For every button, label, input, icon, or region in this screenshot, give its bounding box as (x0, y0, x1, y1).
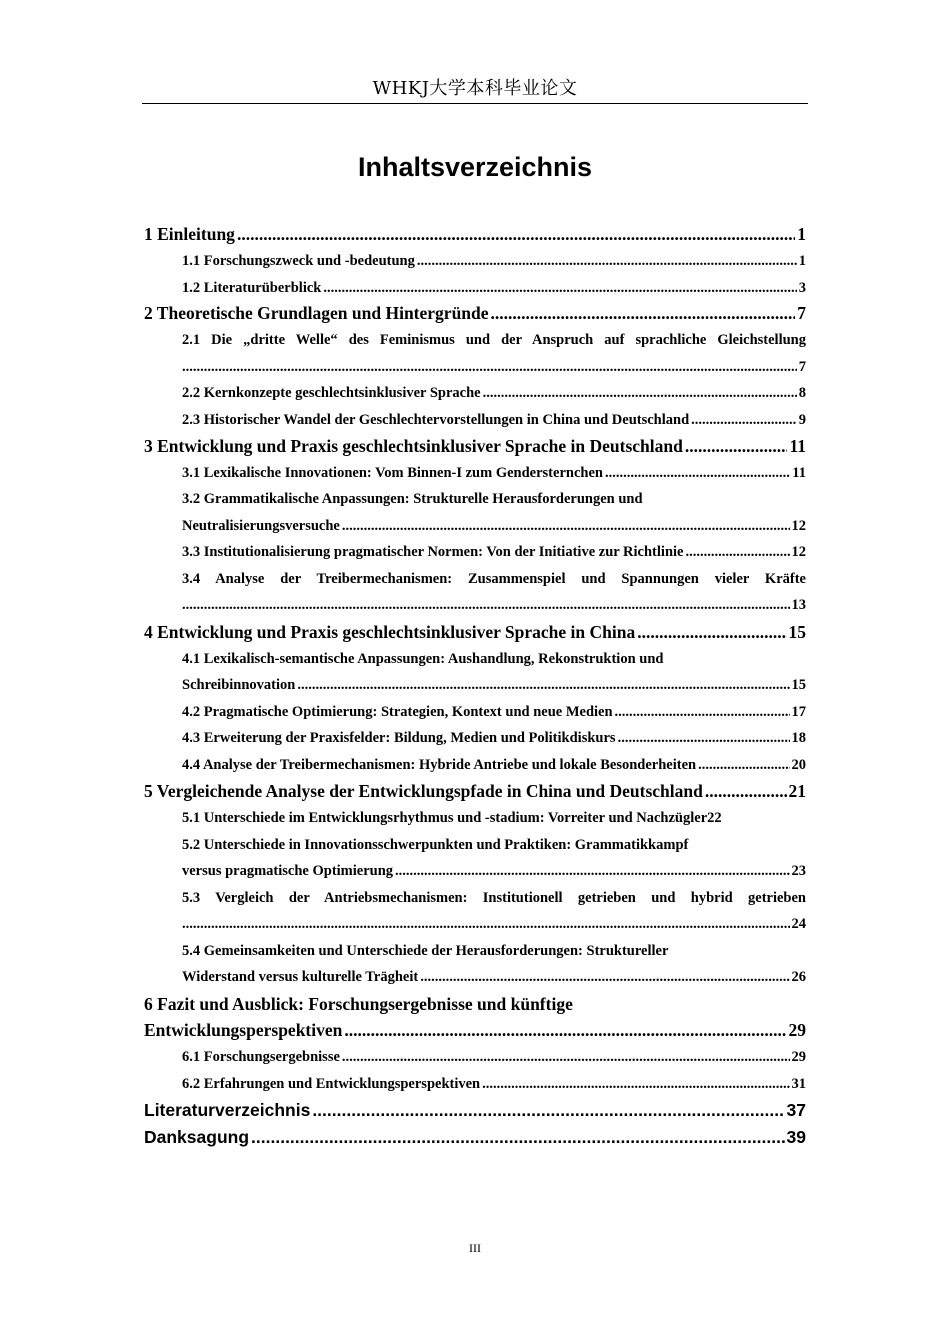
toc-leader-dots (491, 305, 796, 323)
toc-page-number: 15 (791, 677, 806, 693)
toc-leader-dots (691, 413, 797, 428)
toc-entry-text: 3.2 Grammatikalische Anpassungen: Strukturelle Herausforderungen und (182, 491, 643, 507)
toc-page-number: 13 (791, 597, 806, 613)
toc-entry-text: 5 Vergleichende Analyse der Entwicklungspfade in China und Deutschland (144, 781, 703, 801)
toc-leader-dots (395, 864, 789, 879)
toc-leader-dots (237, 226, 795, 244)
toc-entry-danksagung[interactable] (144, 1129, 806, 1147)
toc-entry-2-2[interactable] (182, 386, 806, 401)
toc-entry-text: 4.1 Lexikalisch-semantische Anpassungen: Aushandlung, Rekonstruktion und (182, 651, 664, 667)
toc-page-number: 11 (789, 436, 806, 456)
toc-entry-1-1[interactable] (182, 254, 806, 269)
toc-entry-5-3-line1[interactable] (182, 891, 806, 906)
toc-entry-5[interactable] (144, 783, 806, 801)
toc-entry-2-3[interactable] (182, 413, 806, 428)
toc-entry-text: 5.2 Unterschiede in Innovationsschwerpunkten und Praktiken: Grammatikkampf (182, 837, 689, 853)
toc-entry-text: 3.1 Lexikalische Innovationen: Vom Binnen-I zum Gendersternchen (182, 465, 603, 481)
header-rule (142, 103, 808, 104)
toc-entry-1-2[interactable] (182, 281, 806, 296)
toc-page-number: 15 (788, 622, 806, 642)
toc-leader-dots (417, 254, 797, 269)
toc-leader-dots (182, 598, 790, 613)
toc-page-number: 37 (786, 1100, 806, 1120)
toc-page-number: 24 (791, 916, 806, 932)
toc-entry-text: 5.1 Unterschiede im Entwicklungsrhythmus und -stadium: Vorreiter und Nachzügler (182, 810, 708, 826)
toc-leader-dots (483, 386, 797, 401)
toc-entry-text: Literaturverzeichnis (144, 1100, 311, 1120)
toc-entry-1[interactable] (144, 226, 806, 244)
toc-page-number: 23 (791, 863, 806, 879)
toc-page-number: 29 (791, 1049, 806, 1065)
toc-leader-dots (698, 758, 789, 773)
toc-page-number: 7 (797, 303, 806, 323)
toc-leader-dots (251, 1129, 785, 1147)
toc-entry-text: Neutralisierungsversuche (182, 518, 340, 534)
toc-page-number: 31 (791, 1076, 806, 1092)
toc-leader-dots (605, 466, 790, 481)
page-title: Inhaltsverzeichnis (357, 152, 593, 182)
toc-entry-5-4-line1[interactable] (182, 944, 806, 959)
toc-entry-literaturverzeichnis[interactable] (144, 1102, 806, 1120)
toc-entry-4-2[interactable] (182, 705, 806, 720)
toc-page-number: 17 (791, 704, 806, 720)
toc-entry-5-1[interactable] (182, 811, 806, 826)
toc-entry-3-4-line1[interactable] (182, 572, 806, 587)
toc-entry-text: 2.2 Kernkonzepte geschlechtsinklusiver Sprache (182, 385, 481, 401)
toc-page-number: 11 (792, 465, 806, 481)
toc-entry-5-2-line1[interactable] (182, 838, 806, 853)
toc-entry-text: 3 Entwicklung und Praxis geschlechtsinklusiver Sprache in Deutschland (144, 436, 683, 456)
toc-page-number: 26 (791, 969, 806, 985)
toc-leader-dots (637, 624, 786, 642)
toc-entry-6-line2[interactable] (144, 1022, 806, 1040)
toc-leader-dots (182, 917, 790, 932)
toc-entry-text: 4.2 Pragmatische Optimierung: Strategien, Kontext und neue Medien (182, 704, 613, 720)
toc-entry-4-1-line1[interactable] (182, 652, 806, 667)
toc-entry-4-4[interactable] (182, 758, 806, 773)
toc-entry-text: 1.2 Literaturüberblick (182, 280, 322, 296)
toc-entry-5-2-line2[interactable] (182, 864, 806, 879)
running-header: WHKJ大学本科毕业论文 (372, 78, 578, 99)
toc-leader-dots (705, 783, 787, 801)
toc-entry-3-1[interactable] (182, 466, 806, 481)
toc-leader-dots (312, 1102, 784, 1120)
toc-entry-3[interactable] (144, 438, 806, 456)
toc-entry-text: 4.3 Erweiterung der Praxisfelder: Bildung, Medien und Politikdiskurs (182, 730, 616, 746)
toc-leader-dots (297, 678, 789, 693)
toc-entry-6-1[interactable] (182, 1050, 806, 1065)
toc-page-number: 29 (788, 1020, 806, 1040)
toc-entry-2-1-line1[interactable] (182, 333, 806, 348)
toc-entry-text: 4.4 Analyse der Treibermechanismen: Hybride Antriebe und lokale Besonderheiten (182, 757, 697, 773)
toc-leader-dots (685, 438, 788, 456)
toc-entry-text: Widerstand versus kulturelle Trägheit (182, 969, 419, 985)
toc-leader-dots (342, 1050, 790, 1065)
toc-entry-text: 4 Entwicklung und Praxis geschlechtsinklusiver Sprache in China (144, 622, 636, 642)
toc-leader-dots (482, 1077, 789, 1092)
toc-page-number: 1 (797, 224, 806, 244)
toc-entry-text: versus pragmatische Optimierung (182, 863, 394, 879)
toc-entry-5-3-line2[interactable] (182, 917, 806, 932)
toc-entry-4-3[interactable] (182, 731, 806, 746)
toc-leader-dots (618, 731, 790, 746)
toc-entry-text: 3.3 Institutionalisierung pragmatischer Normen: Von der Initiative zur Richtlinie (182, 544, 684, 560)
toc-entry-text: Schreibinnovation (182, 677, 296, 693)
toc-leader-dots (420, 970, 789, 985)
toc-entry-text: 1.1 Forschungszweck und -bedeutung (182, 253, 415, 269)
toc-entry-3-2-line1[interactable] (182, 492, 806, 507)
toc-leader-dots (323, 281, 796, 296)
toc-entry-text: 6.2 Erfahrungen und Entwicklungsperspektiven (182, 1076, 481, 1092)
toc-entry-2[interactable] (144, 305, 806, 323)
toc-page-number: 18 (791, 730, 806, 746)
toc-entry-text: 6.1 Forschungsergebnisse (182, 1049, 340, 1065)
toc-page-number: 20 (791, 757, 806, 773)
toc-entry-text: 5.3 Vergleich der Antriebsmechanismen: Institutionell getrieben und hybrid getrieben (182, 890, 806, 906)
toc-page-number: 22 (707, 810, 722, 826)
toc-entry-text: Entwicklungsperspektiven (144, 1020, 343, 1040)
toc-entry-text: 2.3 Historischer Wandel der Geschlechtervorstellungen in China und Deutschland (182, 412, 690, 428)
page-number-footer: III (469, 1241, 481, 1255)
toc-entry-6-2[interactable] (182, 1077, 806, 1092)
toc-entry-text: 1 Einleitung (144, 224, 235, 244)
toc-entry-5-4-line2[interactable] (182, 970, 806, 985)
toc-entry-text: 6 Fazit und Ausblick: Forschungsergebnisse und künftige (144, 994, 573, 1014)
toc-entry-text: 3.4 Analyse der Treibermechanismen: Zusammenspiel und Spannungen vieler Kräfte (182, 571, 806, 587)
toc-leader-dots (182, 360, 797, 375)
toc-entry-text: 5.4 Gemeinsamkeiten und Unterschiede der Herausforderungen: Struktureller (182, 943, 669, 959)
toc-page-number: 8 (798, 385, 806, 401)
toc-entry-text: 2 Theoretische Grundlagen und Hintergründe (144, 303, 489, 323)
toc-entry-3-3[interactable] (182, 545, 806, 560)
toc-entry-3-2-line2[interactable] (182, 519, 806, 534)
toc-entry-text: Danksagung (144, 1127, 250, 1147)
toc-page-number: 12 (791, 518, 806, 534)
toc-page-number: 39 (786, 1127, 806, 1147)
toc-leader-dots (344, 1022, 786, 1040)
toc-page-number: 7 (798, 359, 806, 375)
toc-page-number: 1 (798, 253, 806, 269)
toc-entry-4-1-line2[interactable] (182, 678, 806, 693)
toc-page-number: 12 (791, 544, 806, 560)
toc-page-number: 9 (798, 412, 806, 428)
toc-entry-6-line1[interactable] (144, 996, 806, 1014)
toc-page-number: 3 (798, 280, 806, 296)
toc-entry-2-1-line2[interactable] (182, 360, 806, 375)
toc-entry-text: 2.1 Die „dritte Welle“ des Feminismus und der Anspruch auf sprachliche Gleichstellung (182, 332, 806, 348)
toc-leader-dots (685, 545, 789, 560)
toc-entry-4[interactable] (144, 624, 806, 642)
toc-entry-3-4-line2[interactable] (182, 598, 806, 613)
toc-leader-dots (615, 705, 790, 720)
toc-leader-dots (342, 519, 790, 534)
toc-page-number: 21 (788, 781, 806, 801)
